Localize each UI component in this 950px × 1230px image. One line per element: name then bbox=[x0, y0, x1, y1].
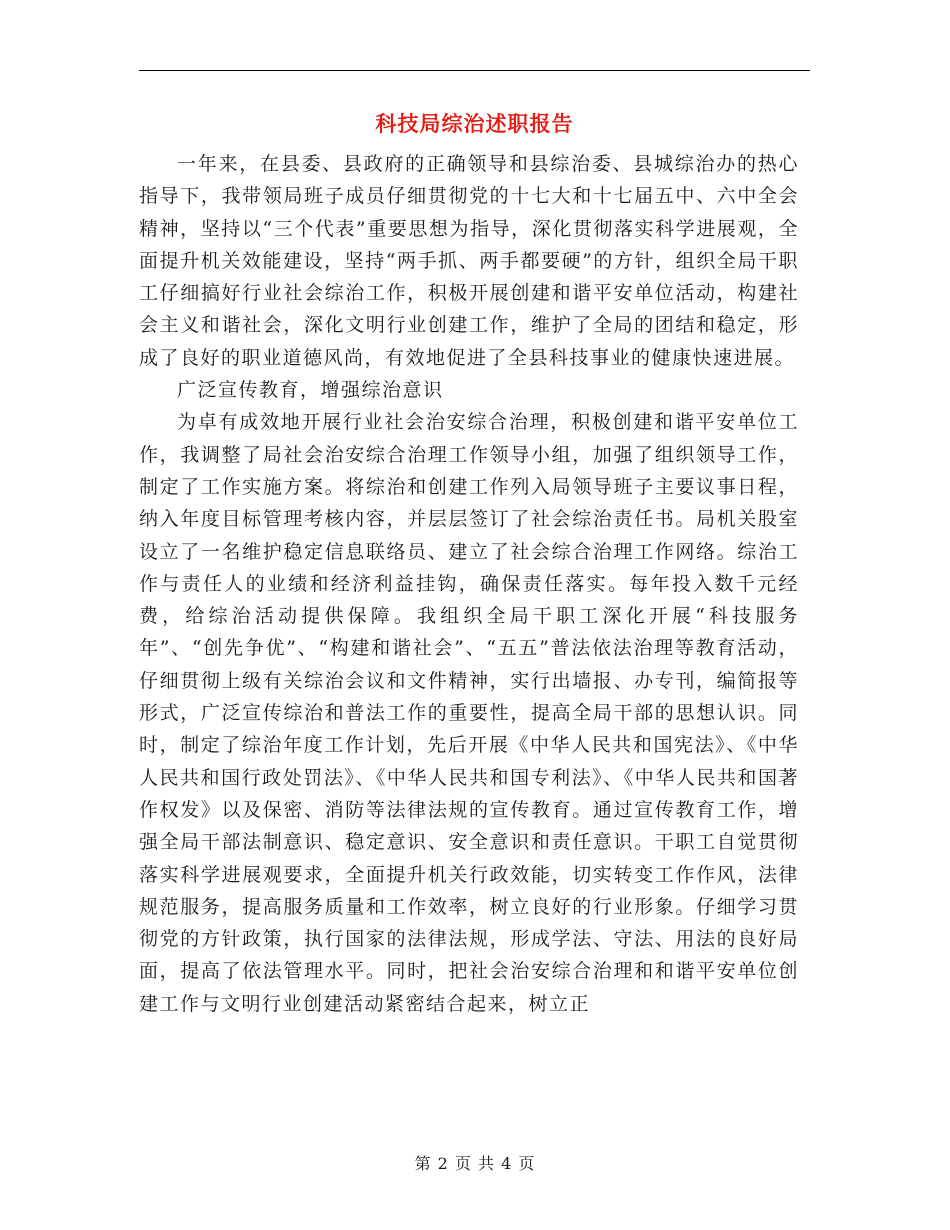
document-body bbox=[139, 148, 799, 1020]
paragraph-publicity: 为卓有成效地开展行业社会治安综合治理，积极创建和谐平安单位工作，我调整了局社会治安综合治理工作领导小组，加强了组织领导工作，制定了工作实施方案。将综治和创建工作列入局领导班子主要议事日程，纳入年度目标管理考核内容，并层层签订了社会综治责任书。局机关股室设立了一名维护稳定信息联络员、建立了社会综合治理工作网络。综治工作与责任人的业绩和经济利益挂钩，确保责任落实。每年投入数千元经费，给综治活动提供保障。我组织全局干职工深化开展“科技服务年”、“创先争优”、“构建和谐社会”、“五五”普法依法治理等教育活动，仔细贯彻上级有关综治会议和文件精神，实行出墙报、办专刊，编简报等形式，广泛宣传综治和普法工作的重要性，提高全局干部的思想认识。同时，制定了综治年度工作计划，先后开展《中华人民共和国宪法》、《中华人民共和国行政处罚法》、《中华人民共和国专利法》、《中华人民共和国著作权发》以及保密、消防等法律法规的宣传教育。通过宣传教育工作，增强全局干部法制意识、稳定意识、安全意识和责任意识。干职工自觉贯彻落实科学进展观要求，全面提升机关行政效能，切实转变工作作风，法律规范服务，提高服务质量和工作效率，树立良好的行业形象。仔细学习贯彻党的方针政策，执行国家的法律法规，形成学法、守法、用法的良好局面，提高了依法管理水平。同时，把社会治安综合治理和和谐平安单位创建工作与文明行业创建活动紧密结合起来，树立正 bbox=[139, 411, 799, 1015]
header-rule bbox=[139, 70, 810, 71]
document-title: 科技局综治述职报告 bbox=[375, 111, 574, 136]
page-number-footer: 第 2 页 共 4 页 bbox=[414, 1154, 536, 1173]
paragraph-intro: 一年来，在县委、县政府的正确领导和县综治委、县城综治办的热心指导下，我带领局班子成员仔细贯彻党的十七大和十七届五中、六中全会精神，坚持以“三个代表”重要思想为指导，深化贯彻落实科学进展观，全面提升机关效能建设，坚持“两手抓、两手都要硬”的方针，组织全局干职工仔细搞好行业社会综治工作，积极开展创建和谐平安单位活动，构建社会主义和谐社会，深化文明行业创建工作，维护了全局的团结和稳定，形成了良好的职业道德风尚，有效地促进了全县科技事业的健康快速进展。 bbox=[139, 153, 799, 369]
section-heading: 广泛宣传教育，增强综治意识 bbox=[177, 379, 444, 402]
